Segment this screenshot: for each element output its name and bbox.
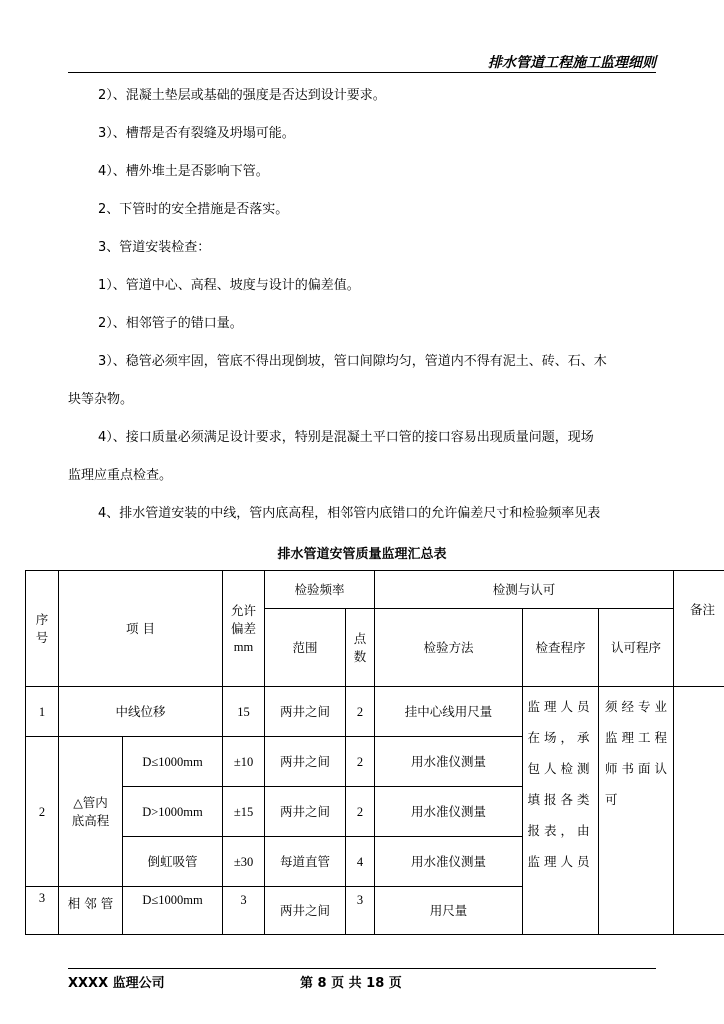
- paragraph: 监理应重点检查。: [68, 468, 173, 483]
- paragraph: 3、管道安装检查：: [98, 240, 211, 255]
- row-range: 每道直管: [265, 837, 346, 887]
- paragraph: 2）、混凝土垫层或基础的强度是否达到设计要求。: [98, 88, 386, 103]
- row-points: 2: [346, 787, 375, 837]
- remark-cell: [674, 687, 724, 935]
- table-row: [26, 687, 724, 737]
- header-item: 项 目: [59, 571, 223, 687]
- table-title: 排水管道安管质量监理汇总表: [277, 547, 447, 562]
- paragraph: 2）、相邻管子的错口量。: [98, 316, 243, 331]
- header-approval-procedure: 认可程序: [599, 609, 674, 687]
- row-points: 3: [346, 887, 375, 935]
- paragraph: 4）、接口质量必须满足设计要求，特别是混凝土平口管的接口容易出现质量问题，现场: [98, 430, 594, 445]
- paragraph: 块等杂物。: [68, 392, 134, 407]
- paragraph: 2、下管时的安全措施是否落实。: [98, 202, 289, 217]
- quality-summary-table: [25, 570, 724, 935]
- row-item: 中线位移: [59, 687, 223, 737]
- row-range: 两井之间: [265, 887, 346, 935]
- row-deviation: ±30: [223, 837, 265, 887]
- row-condition: D≤1000mm: [123, 737, 223, 787]
- approval-procedure-text: 须经专业 监理工程 师书面认 可: [599, 687, 674, 935]
- header-inspection-approval: 检测与认可: [375, 571, 674, 609]
- footer-divider: [68, 968, 656, 969]
- header-range: 范围: [265, 609, 346, 687]
- row-item: △管内 底高程: [59, 737, 123, 887]
- row-condition: 倒虹吸管: [123, 837, 223, 887]
- row-range: 两井之间: [265, 787, 346, 837]
- header-points: 点 数: [346, 609, 375, 687]
- row-seq: 1: [26, 687, 59, 737]
- header-divider: [68, 72, 656, 73]
- paragraph: 3）、稳管必须牢固，管底不得出现倒坡，管口间隙均匀，管道内不得有泥土、砖、石、木: [98, 354, 607, 369]
- row-method: 用水准仪测量: [375, 737, 523, 787]
- row-deviation: 3: [223, 887, 265, 935]
- row-range: 两井之间: [265, 687, 346, 737]
- row-deviation: ±10: [223, 737, 265, 787]
- check-procedure-text: 监理人员 在场，承 包人检测 填报各类 报表，由 监理人员: [523, 687, 599, 935]
- paragraph: 1）、管道中心、高程、坡度与设计的偏差值。: [98, 278, 360, 293]
- header-allowed-deviation: 允许 偏差 mm: [223, 571, 265, 687]
- row-method: 用尺量: [375, 887, 523, 935]
- header-inspection-frequency: 检验频率: [265, 571, 375, 609]
- row-points: 2: [346, 687, 375, 737]
- row-points: 4: [346, 837, 375, 887]
- document-header-title: 排水管道工程施工监理细则: [488, 55, 656, 71]
- paragraph: 4、排水管道安装的中线，管内底高程，相邻管内底错口的允许偏差尺寸和检验频率见表: [98, 506, 601, 521]
- row-range: 两井之间: [265, 737, 346, 787]
- row-condition: D>1000mm: [123, 787, 223, 837]
- row-condition: D≤1000mm: [123, 887, 223, 935]
- paragraph: 4）、槽外堆土是否影响下管。: [98, 164, 269, 179]
- row-method: 用水准仪测量: [375, 787, 523, 837]
- footer-company: XXXX 监理公司: [68, 976, 165, 991]
- row-item: 相 邻 管: [59, 887, 123, 935]
- header-check-procedure: 检查程序: [523, 609, 599, 687]
- row-method: 用水准仪测量: [375, 837, 523, 887]
- paragraph: 3）、槽帮是否有裂缝及坍塌可能。: [98, 126, 295, 141]
- row-deviation: ±15: [223, 787, 265, 837]
- row-seq: 3: [26, 887, 59, 935]
- header-remark: 备注: [674, 571, 724, 687]
- header-method: 检验方法: [375, 609, 523, 687]
- row-deviation: 15: [223, 687, 265, 737]
- row-method: 挂中心线用尺量: [375, 687, 523, 737]
- row-seq: 2: [26, 737, 59, 887]
- row-points: 2: [346, 737, 375, 787]
- footer-page-number: 第 8 页 共 18 页: [300, 976, 402, 991]
- header-seq: 序 号: [26, 571, 59, 687]
